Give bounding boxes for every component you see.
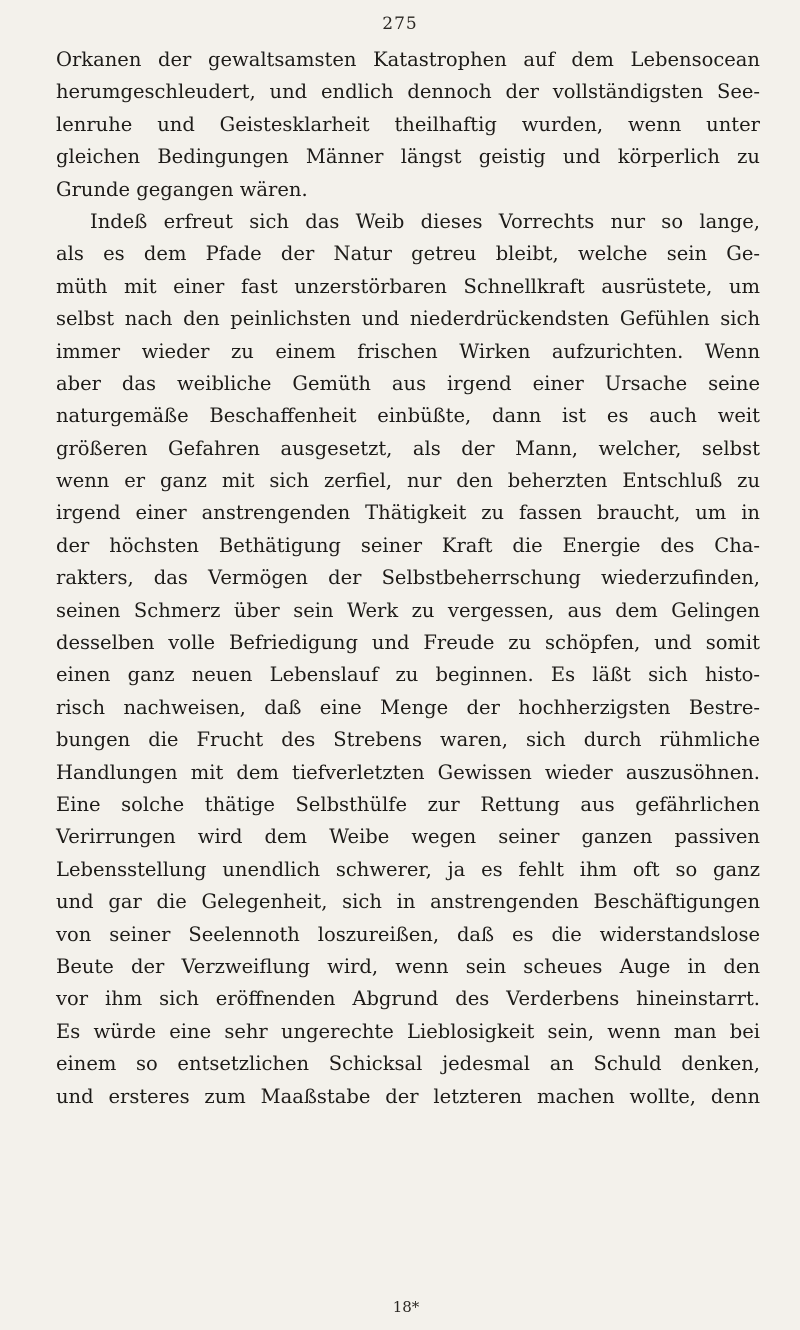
text-line: naturgemäße Beschaffenheit einbüßte, dann ist es auch weit [56, 404, 760, 428]
text-line: vor ihm sich eröffnenden Abgrund des Verderbens hineinstarrt. [56, 987, 760, 1011]
text-line: Handlungen mit dem tiefverletzten Gewissen wieder auszusöhnen. [56, 760, 760, 784]
text-line: gleichen Bedingungen Männer längst geistig und körperlich zu [56, 145, 760, 169]
text-line: bungen die Frucht des Strebens waren, sich durch rühmliche [56, 728, 760, 752]
text-line: müth mit einer fast unzerstörbaren Schnellkraft ausrüstete, um [56, 274, 760, 298]
text-line: herumgeschleudert, und endlich dennoch der vollständigsten See- [56, 80, 760, 104]
page-number: 275 [382, 14, 418, 34]
text-line: Verirrungen wird dem Weibe wegen seiner ganzen passiven [56, 825, 760, 849]
text-line: desselben volle Befriedigung und Freude zu schöpfen, und somit [56, 631, 760, 655]
text-line: und ersteres zum Maaßstabe der letzteren machen wollte, denn [56, 1084, 760, 1108]
text-line: risch nachweisen, daß eine Menge der hochherzigsten Bestre- [56, 695, 760, 719]
text-line: einen ganz neuen Lebenslauf zu beginnen. Es läßt sich histo- [56, 663, 760, 687]
text-line: lenruhe und Geistesklarheit theilhaftig wurden, wenn unter [56, 112, 760, 136]
text-line: Grunde gegangen wären. [56, 177, 308, 201]
text-line: selbst nach den peinlichsten und niederdrückendsten Gefühlen sich [56, 307, 760, 331]
body-text [56, 44, 760, 1113]
text-line: Beute der Verzweiflung wird, wenn sein scheues Auge in den [56, 954, 760, 978]
text-line: als es dem Pfade der Natur getreu bleibt, welche sein Ge- [56, 242, 760, 266]
text-line: größeren Gefahren ausgesetzt, als der Mann, welcher, selbst [56, 436, 760, 460]
text-line: Eine solche thätige Selbsthülfe zur Rettung aus gefährlichen [56, 792, 760, 816]
sheet-signature: 18* [392, 1298, 420, 1316]
text-line: irgend einer anstrengenden Thätigkeit zu fassen braucht, um in [56, 501, 760, 525]
text-line: immer wieder zu einem frischen Wirken aufzurichten. Wenn [56, 339, 760, 363]
text-line: von seiner Seelennoth loszureißen, daß es die widerstandslose [56, 922, 760, 946]
text-line: Orkanen der gewaltsamsten Katastrophen auf dem Lebensocean [56, 48, 760, 71]
text-line: der höchsten Bethätigung seiner Kraft die Energie des Cha- [56, 533, 760, 557]
text-line: und gar die Gelegenheit, sich in anstrengenden Beschäftigungen [56, 890, 760, 914]
text-line: einem so entsetzlichen Schicksal jedesmal an Schuld denken, [56, 1052, 760, 1076]
text-line: Es würde eine sehr ungerechte Lieblosigkeit sein, wenn man bei [56, 1019, 760, 1043]
text-line: wenn er ganz mit sich zerfiel, nur den beherzten Entschluß zu [56, 469, 760, 493]
text-line: rakters, das Vermögen der Selbstbeherrschung wiederzufinden, [56, 566, 760, 590]
text-line: aber das weibliche Gemüth aus irgend einer Ursache seine [56, 371, 760, 395]
text-line: seinen Schmerz über sein Werk zu vergessen, aus dem Gelingen [56, 598, 760, 622]
paragraph-first-line: Indeß erfreut sich das Weib dieses Vorrechts nur so lange, [90, 209, 760, 233]
text-line: Lebensstellung unendlich schwerer, ja es fehlt ihm oft so ganz [56, 857, 760, 881]
